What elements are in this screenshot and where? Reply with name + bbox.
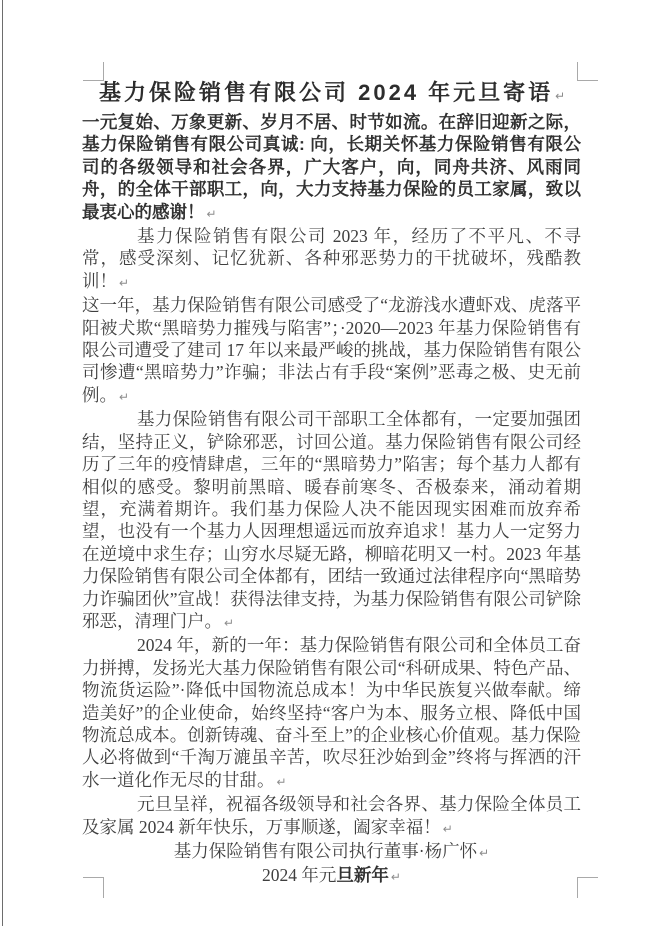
return-mark-icon: ↵ xyxy=(390,870,401,885)
signature-line xyxy=(82,840,581,864)
return-mark-icon: ↵ xyxy=(206,206,217,221)
text-run: 一元复始、万象更新、岁月不居、时节如流。在辞旧迎新之际，基力保险销售有限公司真诚: 向，长期关怀基力保险销售有限公司的各级领导和社会各界，广大客户，向，同舟共济、风雨同舟，的全体干部职工，向，大力支持基力保险的员工家属，致以最衷心的感谢！ xyxy=(82,112,581,222)
text-run: 旦新年 xyxy=(336,865,389,886)
paragraph-2023-review xyxy=(82,225,581,294)
paragraph-this-year xyxy=(82,294,581,408)
document-body xyxy=(82,79,581,889)
document-title-text: 基力保险销售有限公司 2024 年元旦寄语 xyxy=(99,80,554,105)
paragraph-2024-outlook xyxy=(82,634,581,793)
text-run: 基力保险销售有限公司执行董事·杨广怀 xyxy=(173,841,478,861)
return-mark-icon: ↵ xyxy=(276,774,287,789)
paragraphs-container xyxy=(82,111,581,889)
text-run: 2024 年，新的一年：基力保险销售有限公司和全体员工奋力拼搏，发扬光大基力保险销售有限公司“科研成果、特色产品、物流货运险”·降低中国物流总成本！为中华民族复兴做奉献。缔造美好”的企业使命，始终坚持“客户为本、服务立根、降低中国物流总成本。创新铸魂、奋斗至上”的企业核心价值观。基力保险人必将做到“千淘万漉虽辛苦，吹尽狂沙始到金”终将与挥洒的汗水一道化作无尽的甘甜。 xyxy=(82,635,581,790)
text-run: 基力保险销售有限公司 2023 年，经历了不平凡、不寻常，感受深刻、记忆犹新、各种邪恶势力的干扰破坏，残酷教训！ xyxy=(82,226,581,291)
text-run: 这一年，基力保险销售有限公司感受了“龙游浅水遭虾戏、虎落平阳被犬欺“黑暗势力摧残与陷害”；·2020—2023 年基力保险销售有限公司遭受了建司 17 年以来最严峻的挑战，基力保险销售有限公司惨遭“黑暗势力”诈骗；非法占有手段“案例”恶毒之极、史无前例。 xyxy=(82,295,581,405)
return-mark-icon: ↵ xyxy=(224,615,235,630)
text-run: 元旦呈祥，祝福各级领导和社会各界、基力保险全体员工及家属 2024 新年快乐，万事顺遂，阖家幸福！ xyxy=(82,794,581,837)
date-line xyxy=(82,864,581,888)
window-left-border xyxy=(2,0,3,926)
text-run: 基力保险销售有限公司干部职工全体都有，一定要加强团结，坚持正义，铲除邪恶，讨回公道。基力保险销售有限公司经历了三年的疫情肆虐，三年的“黑暗势力”陷害；每个基力人都有相似的感受。黎明前黑暗、暖春前寒冬、否极泰来，涌动着期望，充满着期许。我们基力保险人决不能因现实困难而放弃希望，也没有一个基力人因理想遥远而放弃追求！基力人一定努力在逆境中求生存；山穷水尽疑无路，柳暗花明又一村。2023 年基力保险销售有限公司全体都有，团结一致通过法律程序向“黑暗势力诈骗团伙”宣战！获得法律支持，为基力保险销售有限公司铲除邪恶，清理门户。 xyxy=(82,409,581,631)
return-mark-icon: ↵ xyxy=(555,89,566,103)
paragraph-staff-unity xyxy=(82,408,581,634)
return-mark-icon: ↵ xyxy=(479,846,490,860)
document-title xyxy=(82,79,581,110)
return-mark-icon: ↵ xyxy=(119,275,130,290)
return-mark-icon: ↵ xyxy=(442,821,453,836)
paragraph-new-year-wishes xyxy=(82,793,581,840)
return-mark-icon: ↵ xyxy=(119,389,130,404)
intro-paragraph xyxy=(82,111,581,225)
text-run: 2024 年元 xyxy=(262,865,337,886)
